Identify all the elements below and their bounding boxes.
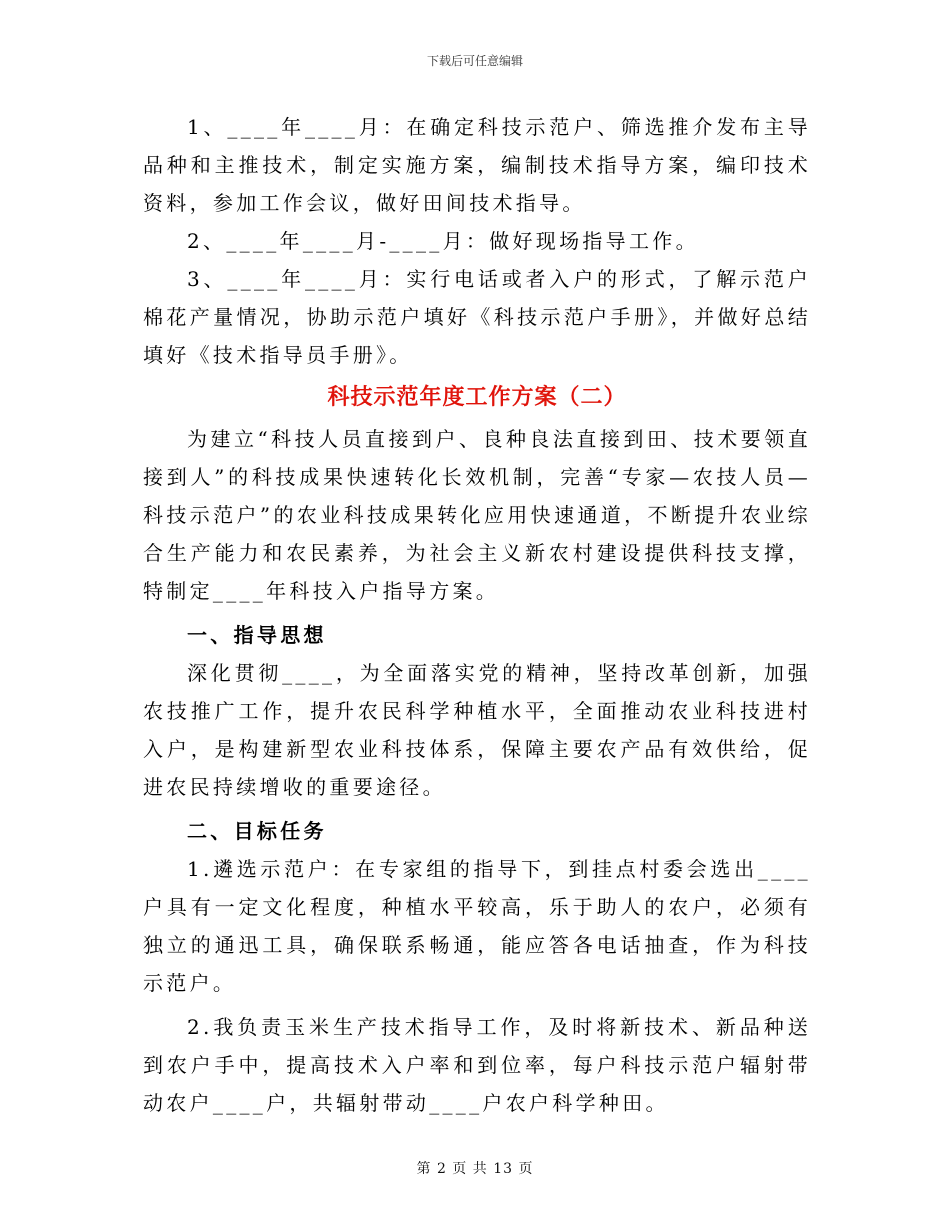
paragraph-schedule-2: 2、____年____月-____月：做好现场指导工作。 bbox=[187, 229, 699, 253]
paragraph-guiding-ideology: 深化贯彻____，为全面落实党的精神，坚持改革创新，加强农技推广工作，提升农民科学种植水平，全面推动农业科技进村入户，是构建新型农业科技体系，保障主要农产品有效供给，促进农民持续增收的重要途径。 bbox=[143, 661, 811, 799]
page-footer: 第 2 页 共 13 页 bbox=[416, 1161, 534, 1177]
section-title: 科技示范年度工作方案（二） bbox=[327, 384, 627, 410]
document-body bbox=[143, 108, 811, 1122]
paragraph-schedule-3: 3、____年____月：实行电话或者入户的形式，了解示范户棉花产量情况，协助示范户填好《科技示范户手册》，并做好总结填好《技术指导员手册》。 bbox=[143, 267, 811, 367]
page-header: 下载后可任意编辑 bbox=[426, 54, 523, 68]
paragraph-intro: 为建立“科技人员直接到户、良种良法直接到田、技术要领直接到人”的科技成果快速转化长效机制，完善“专家—农技人员—科技示范户”的农业科技成果转化应用快速通道，不断提升农业综合生产能力和农民素养，为社会主义新农村建设提供科技支撑，特制定____年科技入户指导方案。 bbox=[143, 427, 811, 603]
paragraph-task-1: 1.遴选示范户：在专家组的指导下，到挂点村委会选出____户具有一定文化程度，种植水平较高，乐于助人的农户，必须有独立的通迅工具，确保联系畅通，能应答各电话抽查，作为科技示范户。 bbox=[143, 857, 811, 995]
paragraph-task-2: 2.我负责玉米生产技术指导工作，及时将新技术、新品种送到农户手中，提高技术入户率和到位率，每户科技示范户辐射带动农户____户，共辐射带动____户农户科学种田。 bbox=[143, 1015, 811, 1115]
paragraph-schedule-1: 1、____年____月：在确定科技示范户、筛选推介发布主导品种和主推技术，制定实施方案，编制技术指导方案，编印技术资料，参加工作会议，做好田间技术指导。 bbox=[143, 115, 811, 215]
heading-guiding-ideology: 一、指导思想 bbox=[187, 623, 327, 647]
heading-target-tasks: 二、目标任务 bbox=[187, 819, 327, 843]
